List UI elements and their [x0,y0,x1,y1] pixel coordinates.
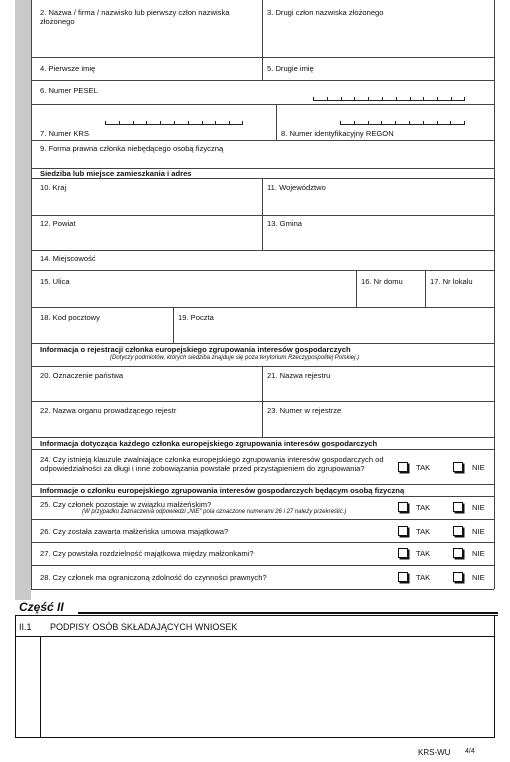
field-15-label: 15. Ulica [40,277,70,286]
divider [173,307,174,343]
divider [262,57,263,80]
tick-mark [423,97,424,101]
tick-mark [423,121,424,125]
tick-mark [450,121,451,125]
tick-mark [437,97,438,101]
tick-mark [105,121,106,125]
krs-input[interactable] [105,120,243,125]
section-header-registration: Informacja o rejestracji członka europejskiego zgrupowania interesów gospodarczych [40,345,351,354]
tick-mark [368,97,369,101]
tick-mark [381,121,382,125]
rule [31,104,494,105]
section-header-each-member: Informacja dotycząca każdego członka europejskiego zgrupowania interesów gospodarczych [40,439,378,448]
field-21-label: 21. Nazwa rejestru [267,371,331,380]
pesel-input[interactable] [313,96,465,101]
field-23-label: 23. Numer w rejestrze [267,406,342,415]
regon-input[interactable] [340,120,465,125]
signature-area[interactable] [40,636,495,737]
field-12-label: 12. Powiat [40,219,76,228]
tick-mark [464,97,465,101]
part-2-number: II.1 [19,622,32,632]
tick-mark [119,121,120,125]
field-22-label: 22. Nazwa organu prowadzącego rejestr [40,406,177,415]
tick-mark [242,121,243,125]
tick-mark [395,121,396,125]
question-26: 26. Czy została zawarta małżeńska umowa majątkowa? [40,527,229,536]
question-27: 27. Czy powstała rozdzielność majątkowa między małżonkami? [40,549,254,558]
field-11-label: 11. Województwo [267,183,326,192]
q26-no-checkbox[interactable] [453,526,463,536]
tick-mark [146,121,147,125]
q24-yes-checkbox[interactable] [398,462,408,472]
field-20-label: 20. Oznaczenie państwa [40,371,124,380]
field-8-label: 8. Numer identyfikacyjny REGON [281,129,394,138]
tick-mark [354,121,355,125]
q25-yes-label: TAK [416,503,431,512]
q27-no-checkbox[interactable] [453,548,463,558]
q26-yes-label: TAK [416,527,431,536]
tick-mark [410,97,411,101]
field-2-label: 2. Nazwa / firma / nazwisko lub pierwszy człon nazwiska złożonego [40,8,230,26]
tick-mark [188,121,189,125]
tick-mark [341,97,342,101]
tick-mark [409,121,410,125]
q27-no-label: NIE [472,549,485,558]
question-25-note: (W przypadku zaznaczenia odpowiedzi „NIE" pola oznaczone numerami 26 i 27 należy przekreślić.) [82,509,347,515]
sig-bottom-rule [15,737,495,738]
divider [276,104,277,140]
tick-mark [368,121,369,125]
question-28: 28. Czy członek ma ograniczoną zdolność do czynności prawnych? [40,573,267,582]
q25-yes-checkbox[interactable] [398,502,408,512]
field-13-label: 13. Gmina [267,219,303,228]
rule [31,542,494,543]
tick-mark [354,97,355,101]
divider [425,270,426,307]
rule [31,565,494,566]
rule [31,519,494,520]
section-header-natural-person: Informacje o członku europejskiego zgrupowania interesów gospodarczych będącym osobą fizyczną [40,486,405,495]
field-3-label: 3. Drugi człon nazwiska złożonego [267,8,384,17]
tick-mark [133,121,134,125]
field-16-label: 16. Nr domu [361,277,403,286]
q24-no-checkbox[interactable] [453,462,463,472]
registration-note: (Dotyczy podmiotów, których siedziba znajduje się poza terytorium Rzeczypospolitej Polskiej.) [110,355,360,361]
form-code: KRS-WU [418,748,451,757]
q26-yes-checkbox[interactable] [398,526,408,536]
rule [31,437,494,438]
field-9-label: 9. Forma prawna członka niebędącego osobą fizyczną [40,144,224,153]
frame-left [31,0,32,589]
question-24: 24. Czy istnieją klauzule zwalniające członka europejskiego zgrupowania interesów gospodarczych od odpowiedzialności za długi i inne zobowiązania powstałe przed przystąpieniem do zgrupowania? [40,455,384,473]
q28-yes-label: TAK [416,573,431,582]
field-5-label: 5. Drugie imię [267,64,314,73]
part-2-rule [78,612,498,614]
question-25: 25. Czy członek pozostaje w związku małżeńskim? [40,500,212,509]
rule [31,589,494,590]
divider [262,178,263,250]
left-margin-strip [15,0,31,600]
q28-no-checkbox[interactable] [453,572,463,582]
field-18-label: 18. Kod pocztowy [40,313,100,322]
tick-mark [229,121,230,125]
tick-mark [313,97,314,101]
field-10-label: 10. Kraj [40,183,67,192]
tick-mark [174,121,175,125]
part-2-heading: Część II [19,600,64,614]
tick-mark [202,121,203,125]
q24-yes-label: TAK [416,463,431,472]
rule [31,140,494,141]
q25-no-checkbox[interactable] [453,502,463,512]
rule [31,449,494,450]
tick-mark [437,121,438,125]
field-4-label: 4. Pierwsze imię [40,64,96,73]
part-2-title: PODPISY OSÓB SKŁADAJĄCYCH WNIOSEK [50,622,238,632]
q25-no-label: NIE [472,503,485,512]
rule [31,496,494,497]
tick-mark [215,121,216,125]
field-19-label: 19. Poczta [178,313,214,322]
tick-mark [327,97,328,101]
tick-mark [382,97,383,101]
sig-frame-left [15,615,16,737]
divider [356,270,357,307]
frame-right [494,0,495,589]
q28-yes-checkbox[interactable] [398,572,408,582]
rule [31,343,494,344]
field-17-label: 17. Nr lokalu [430,277,473,286]
field-14-label: 14. Miejscowość [40,254,96,263]
tick-mark [464,121,465,125]
rule [31,80,494,81]
section-header-seat: Siedziba lub miejsce zamieszkania i adres [40,169,192,178]
q24-no-label: NIE [472,463,485,472]
part-2-rule-thin [15,615,498,616]
q27-yes-checkbox[interactable] [398,548,408,558]
tick-mark [160,121,161,125]
rule [31,250,494,251]
q27-yes-label: TAK [416,549,431,558]
q26-no-label: NIE [472,527,485,536]
tick-mark [340,121,341,125]
q28-no-label: NIE [472,573,485,582]
page-number: 4/4 [465,748,475,755]
rule [31,307,494,308]
tick-mark [396,97,397,101]
field-7-label: 7. Numer KRS [40,129,89,138]
field-6-label: 6. Numer PESEL [40,86,98,95]
divider [262,366,263,437]
tick-mark [451,97,452,101]
divider [262,0,263,57]
rule [31,484,494,485]
